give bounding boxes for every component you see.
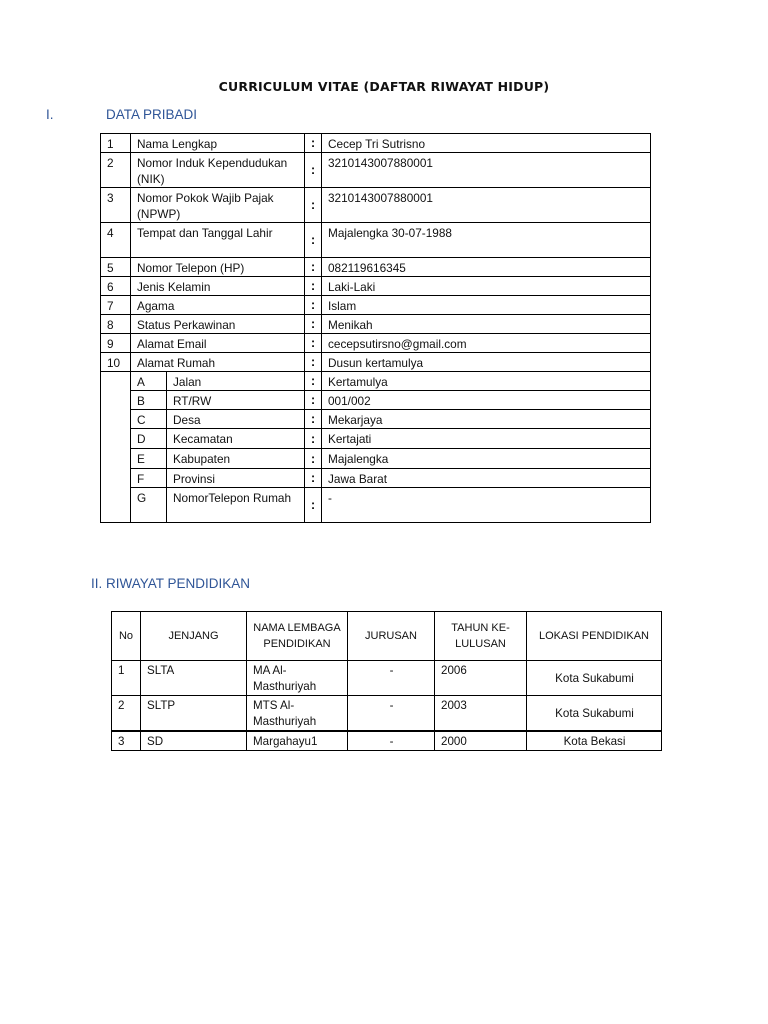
personal-data-table bbox=[100, 133, 651, 523]
cell-tahun: 2000 bbox=[435, 731, 527, 751]
field-label: Nomor Induk Kependudukan (NIK) bbox=[131, 153, 305, 188]
colon-separator: : bbox=[305, 334, 322, 353]
colon-separator: : bbox=[305, 153, 322, 188]
colon-separator: : bbox=[305, 449, 322, 469]
address-label: Provinsi bbox=[167, 469, 305, 488]
table-row bbox=[101, 315, 651, 334]
section-title-education: II. RIWAYAT PENDIDIKAN bbox=[91, 576, 251, 591]
field-label: Nomor Telepon (HP) bbox=[131, 258, 305, 277]
cell-no: 2 bbox=[112, 696, 141, 732]
field-value: cecepsutirsno@gmail.com bbox=[322, 334, 651, 353]
field-value: Islam bbox=[322, 296, 651, 315]
cell-tahun: 2003 bbox=[435, 696, 527, 732]
address-key: F bbox=[131, 469, 167, 488]
field-label: Alamat Rumah bbox=[131, 353, 305, 372]
table-row bbox=[112, 661, 662, 696]
colon-separator: : bbox=[305, 353, 322, 372]
cell-no: 1 bbox=[112, 661, 141, 696]
row-number: 5 bbox=[101, 258, 131, 277]
field-value: 3210143007880001 bbox=[322, 188, 651, 223]
address-row bbox=[101, 488, 651, 523]
address-row bbox=[101, 469, 651, 488]
address-value: Mekarjaya bbox=[322, 410, 651, 429]
section-number: I. bbox=[46, 107, 54, 122]
table-row bbox=[101, 153, 651, 188]
address-value: Majalengka bbox=[322, 449, 651, 469]
field-value: 082119616345 bbox=[322, 258, 651, 277]
column-header: JURUSAN bbox=[348, 612, 435, 661]
section-title-personal: DATA PRIBADI bbox=[106, 107, 198, 122]
field-label: Alamat Email bbox=[131, 334, 305, 353]
cell-jenjang: SLTP bbox=[141, 696, 247, 732]
field-label: Tempat dan Tanggal Lahir bbox=[131, 223, 305, 258]
table-row bbox=[101, 296, 651, 315]
cell-jurusan: - bbox=[348, 661, 435, 696]
cell-lokasi: Kota Bekasi bbox=[527, 731, 662, 751]
row-number: 7 bbox=[101, 296, 131, 315]
table-row bbox=[101, 223, 651, 258]
cell-jurusan: - bbox=[348, 696, 435, 732]
colon-separator: : bbox=[305, 188, 322, 223]
field-label: Nomor Pokok Wajib Pajak (NPWP) bbox=[131, 188, 305, 223]
cell-no: 3 bbox=[112, 731, 141, 751]
address-key: C bbox=[131, 410, 167, 429]
field-label: Agama bbox=[131, 296, 305, 315]
address-label: Desa bbox=[167, 410, 305, 429]
field-value: Dusun kertamulya bbox=[322, 353, 651, 372]
field-label: Nama Lengkap bbox=[131, 134, 305, 153]
row-number: 10 bbox=[101, 353, 131, 372]
colon-separator: : bbox=[305, 258, 322, 277]
address-key: E bbox=[131, 449, 167, 469]
address-label: Jalan bbox=[167, 372, 305, 391]
field-value: 3210143007880001 bbox=[322, 153, 651, 188]
address-row bbox=[101, 449, 651, 469]
table-row bbox=[101, 277, 651, 296]
colon-separator: : bbox=[305, 429, 322, 449]
address-key: A bbox=[131, 372, 167, 391]
cell-jenjang: SLTA bbox=[141, 661, 247, 696]
column-header: LOKASI PENDIDIKAN bbox=[527, 612, 662, 661]
cell-tahun: 2006 bbox=[435, 661, 527, 696]
row-number: 3 bbox=[101, 188, 131, 223]
education-table bbox=[111, 611, 662, 751]
column-header: JENJANG bbox=[141, 612, 247, 661]
address-key: G bbox=[131, 488, 167, 523]
address-row bbox=[101, 429, 651, 449]
address-value: Jawa Barat bbox=[322, 469, 651, 488]
address-value: - bbox=[322, 488, 651, 523]
colon-separator: : bbox=[305, 372, 322, 391]
address-label: RT/RW bbox=[167, 391, 305, 410]
column-header: NAMA LEMBAGA PENDIDIKAN bbox=[247, 612, 348, 661]
address-label: Kabupaten bbox=[167, 449, 305, 469]
field-label: Status Perkawinan bbox=[131, 315, 305, 334]
row-number: 6 bbox=[101, 277, 131, 296]
address-row bbox=[101, 372, 651, 391]
field-value: Laki-Laki bbox=[322, 277, 651, 296]
address-value: Kertajati bbox=[322, 429, 651, 449]
colon-separator: : bbox=[305, 469, 322, 488]
row-number: 1 bbox=[101, 134, 131, 153]
address-label: Kecamatan bbox=[167, 429, 305, 449]
address-row bbox=[101, 410, 651, 429]
cell-jenjang: SD bbox=[141, 731, 247, 751]
table-row bbox=[112, 731, 662, 751]
colon-separator: : bbox=[305, 315, 322, 334]
cell-lembaga: Margahayu1 bbox=[247, 731, 348, 751]
address-key: B bbox=[131, 391, 167, 410]
colon-separator: : bbox=[305, 223, 322, 258]
field-value: Menikah bbox=[322, 315, 651, 334]
colon-separator: : bbox=[305, 410, 322, 429]
column-header: TAHUN KE-LULUSAN bbox=[435, 612, 527, 661]
table-row bbox=[101, 353, 651, 372]
cell-lembaga: MA Al-Masthuriyah bbox=[247, 661, 348, 696]
table-header-row bbox=[112, 612, 662, 661]
field-value: Cecep Tri Sutrisno bbox=[322, 134, 651, 153]
table-row bbox=[101, 258, 651, 277]
cell-lokasi: Kota Sukabumi bbox=[527, 661, 662, 696]
table-row bbox=[101, 134, 651, 153]
address-value: 001/002 bbox=[322, 391, 651, 410]
row-number: 4 bbox=[101, 223, 131, 258]
address-row bbox=[101, 391, 651, 410]
row-number: 2 bbox=[101, 153, 131, 188]
address-label: NomorTelepon Rumah bbox=[167, 488, 305, 523]
colon-separator: : bbox=[305, 134, 322, 153]
cell-lokasi: Kota Sukabumi bbox=[527, 696, 662, 732]
address-value: Kertamulya bbox=[322, 372, 651, 391]
document-title: CURRICULUM VITAE (DAFTAR RIWAYAT HIDUP) bbox=[218, 79, 550, 94]
table-row bbox=[112, 696, 662, 732]
row-number: 8 bbox=[101, 315, 131, 334]
colon-separator: : bbox=[305, 391, 322, 410]
address-key: D bbox=[131, 429, 167, 449]
column-header: No bbox=[112, 612, 141, 661]
field-label: Jenis Kelamin bbox=[131, 277, 305, 296]
colon-separator: : bbox=[305, 296, 322, 315]
colon-separator: : bbox=[305, 488, 322, 523]
table-row bbox=[101, 188, 651, 223]
colon-separator: : bbox=[305, 277, 322, 296]
cell-lembaga: MTS Al-Masthuriyah bbox=[247, 696, 348, 732]
row-number: 9 bbox=[101, 334, 131, 353]
cell-jurusan: - bbox=[348, 731, 435, 751]
table-row bbox=[101, 334, 651, 353]
field-value: Majalengka 30-07-1988 bbox=[322, 223, 651, 258]
